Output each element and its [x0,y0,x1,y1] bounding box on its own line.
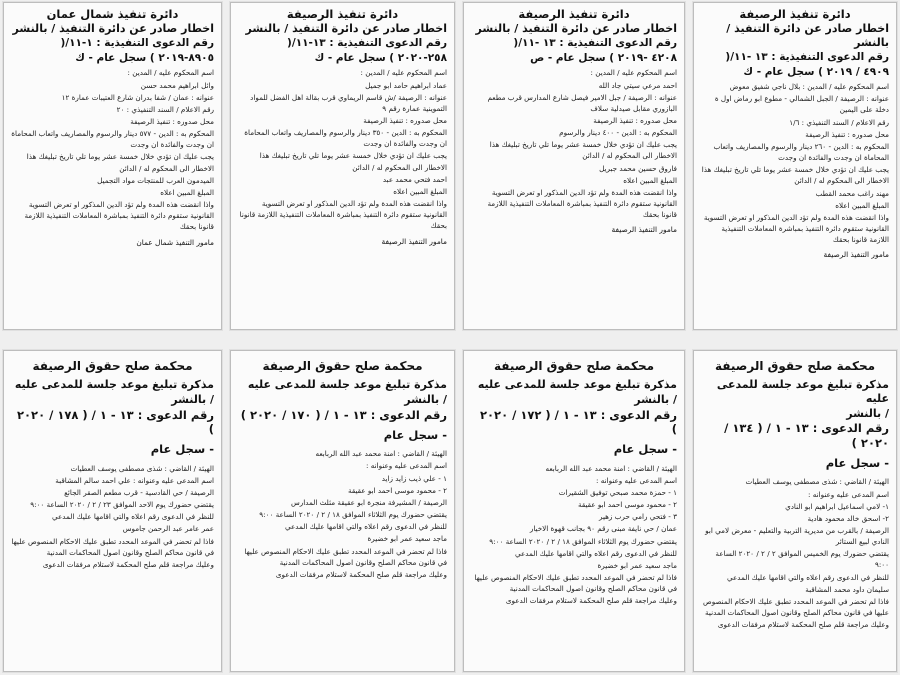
notice-paragraph: الميدمون العرب للمنتجات مواد التجميل [97,175,214,185]
notice-paragraph: وائل ابراهيم محمد حسن [140,80,214,90]
notice-paragraph: فاروق حسين محمد جبريل [599,163,677,173]
notice-paragraph: عنوانه : الرصيفة /ش قاسم الريماوي قرب بقالة اهل الفضل للمواد التموينية عمارة رقم ٩ [250,92,447,113]
court-notice-1 [693,350,897,672]
court-title: محكمة صلح حقوق الرصيفة [262,359,423,373]
notice-paragraph: ٣ - فتحي رامي حرب زهير [598,512,677,522]
notice-paragraph: المبلغ المبين اعلاه [160,187,214,197]
notice-paragraph: عنوانه : الرصيفة / الجبل الشمالي - مطوع ابو رماض اول ة دخلة على اليمين [714,94,889,115]
notice-paragraph: رقم الاعلام / السند التنفيذي : ١/٦ [789,117,889,127]
court-notice-3 [230,350,455,672]
notice-body [471,463,677,607]
notice-paragraph: وعليك مراجعة قلم صلح المحكمة لاستلام مرفقات الدعوى [505,596,677,606]
notice-paragraph: فاذا لم تحضر في الموعد المحدد تطبق عليك الاحكام المنصوص عليها في قانون محاكم الصلح وقانون اصول المحاكمات المدنية [474,573,677,594]
court-title: محكمة صلح حقوق الرصيفة [714,359,876,373]
court-title: محكمة صلح حقوق الرصيفة [493,359,655,373]
court-notice-2 [463,350,685,672]
notice-body [701,81,889,245]
notice-paragraph: عماد ابراهيم حامد ابو جميل [365,80,447,90]
notice-paragraph: المبلغ المبين اعلاه [393,186,447,196]
notice-paragraph: ماجد سعيد عمر ابو خضيرة [597,560,677,570]
notice-paragraph: عمان / حي نايفة مبنى رقم ٩٠ بجانب قهوة الاخيار [529,524,677,534]
officer-signature: مامور التنفيذ الرصيفة [611,225,677,235]
notice-paragraph: فاذا لم تحضر في الموعد المحدد تطبق عليك الاحكام المنصوص عليها في قانون محاكم الصلح وقانون اصول المحاكمات المدنية [244,546,447,567]
officer-signature: مامور التنفيذ الرصيفة [381,236,447,246]
notice-paragraph: اسم المحكوم عليه / المدين : بلال ناجي شفيق معوض [729,82,889,92]
notice-paragraph: يقتضي حضورك يوم الثلاثاء الموافق ١٨ / ٢ / ٢٠٢٠ الساعة ٩:٠٠ [489,536,677,546]
notice-paragraph: الهيئة / القاضي : شذى مصطفى يوسف العطيات [70,463,214,473]
notice-paragraph: اسم المدعى عليه وعنوانه : علي احمد سالم المشاقبة [55,475,214,485]
notice-paragraph: الرصيفة / حي القادسية - قرب مطعم الصقر الجائع [64,487,214,497]
court-subtitle: مذكرة تبليغ موعد جلسة للمدعى عليه [14,378,214,391]
notice-paragraph: يقتضي حضورك يوم الثلاثاء الموافق ١٨ / ٢ / ٢٠٢٠ الساعة ٩:٠٠ [259,510,447,520]
notice-paragraph: مهند راغب محمد القطب [815,188,889,198]
case-number: رقم الدعوى التنفيذية : ١٣-١١/( [287,37,447,50]
notice-paragraph: المبلغ المبين اعلاه [835,200,889,210]
notice-paragraph: عنوانه : الرصيفة / جبل الامير فيصل شارع المدارس قرب مطعم البازوري مقابل صيدلية سلاف [487,92,677,113]
notice-title: دائرة تنفيذ الرصيفة [518,7,630,21]
notice-paragraph: للنظر في الدعوى رقم اعلاه والتي اقامها عليك المدعي [514,548,677,558]
case-number-cont: ٨٩٠٥-٢٠١٩ ) سجل عام - ك [75,52,214,65]
notice-paragraph: وعليك مراجعة قلم صلح المحكمة لاستلام مرفقات الدعوى [717,620,889,630]
case-number: رقم الدعوى : ١٣ - ١ / ( ١٧٠ / ٢٠٢٠ ) [240,407,447,422]
notice-paragraph: يجب عليك ان تؤدي خلال خمسة عشر يوما تلي تاريخ تبليغك هذا الاخطار الى المحكوم له / الدائن [26,152,214,173]
notice-paragraph: يقتضي حضورك يوم الخميس الموافق ٢ / ٢ / ٢٠٢٠ الساعة ٩:٠٠ [715,549,889,570]
notice-paragraph: واذا انقضت هذه المدة ولم تؤد الدين المذكور او تعرض التسوية القانونية ستقوم دائرة التنفيذ بمباشرة المعاملات التنفيذية اللازمة قانونا بحقك [239,199,447,231]
notice-paragraph: احمد فتحي محمد عبد [382,174,447,184]
notice-paragraph: واذا انقضت هذه المدة ولم تؤد الدين المذكور او تعرض التسوية القانونية ستقوم دائرة التنفيذ بمباشرة المعاملات التنفيذية اللازمة قانونا بحقك [487,187,677,220]
notice-paragraph: المحكوم به : الدين - ٢٦٠ دينار والرسوم والمصاريف واتعاب المحاماة ان وجدت والفائدة ان وجدت [713,141,889,163]
notice-paragraph: الهيئة / القاضي : امنة محمد عبد الله الربابعه [315,449,447,459]
notice-paragraph: ١- لامي اسماعيل ابراهيم ابو النادي [785,501,889,511]
court-subtitle-cont: / بالنشر [404,392,447,406]
notice-body [701,476,889,630]
case-number-cont: - سجل عام [825,456,889,470]
notice-paragraph: المحكوم به : الدين - ٥٧٧ دينار والرسوم والمصاريف واتعاب المحاماة ان وجدت والفائدة ان وجدت [11,129,214,150]
officer-signature: مامور التنفيذ شمال عمان [136,237,214,247]
notice-paragraph: المبلغ المبين اعلاه [623,175,677,185]
court-subtitle: مذكرة تبليغ موعد جلسة للمدعى عليه [716,378,889,405]
case-number: رقم الدعوى : ١٣ - ١ / ( ١٣٤ / ٢٠٢٠ ) [724,421,889,450]
court-subtitle-cont: / بالنشر [634,392,677,406]
notice-paragraph: محل صدوره : تنفيذ الرصيفة [130,117,214,126]
notice-paragraph: المحكوم به : الدين - ٣٥٠ دينار والرسوم والمصاريف واتعاب المحاماة ان وجدت والفائدة ان وجدت [244,128,447,149]
case-number-cont: ٤٢٠٨ -٢٠١٩ ) سجل عام - ص [530,52,677,65]
notice-paragraph: الهيئة / القاضي : امنة محمد عبد الله الربابعه [545,463,677,473]
officer-signature: مامور التنفيذ الرصيفة [823,250,889,260]
notice-paragraph: عمر عامر عبد الرحمن جاموس [122,524,214,534]
notice-paragraph: للنظر في الدعوى رقم اعلاه والتي اقامها عليك المدعي [726,572,889,582]
court-notice-4 [3,350,222,672]
case-number: رقم الدعوى التنفيذية : ١٣ -١١/( [513,37,677,50]
notice-paragraph: الرصيفة / بالقرب من مديرية التربية والتعليم - معرض لامي ابو النادي لبيع الستائر [705,526,889,547]
notice-paragraph: الهيئة / القاضي : شذى مصطفى يوسف العطيات [745,477,889,487]
court-subtitle: مذكرة تبليغ موعد جلسة للمدعى عليه [247,378,447,391]
execution-notice-2 [463,2,685,330]
case-number: رقم الدعوى التنفيذية : ١٣ -١١/( [725,50,889,63]
notice-paragraph: ٢ - محمود موسى احمد ابو عقيقة [348,485,447,495]
notice-paragraph: الرصيفة / المشيرفة منجرة ابو عقيقة مثلث المدارس [290,497,447,507]
court-subtitle: مذكرة تبليغ موعد جلسة للمدعى عليه [477,378,677,391]
notice-paragraph: محل صدوره : تنفيذ الرصيفة [593,116,677,125]
notice-paragraph: اسم المدعى عليه وعنوانه : [366,461,447,471]
notice-body [471,67,677,220]
case-number-cont: - سجل عام [613,442,677,457]
notice-title: دائرة تنفيذ شمال عمان [46,7,179,21]
notice-paragraph: وعليك مراجعة قلم صلح المحكمة لاستلام مرفقات الدعوى [42,559,214,569]
notice-subtitle: اخطار صادر عن دائرة التنفيذ / بالنشر [726,22,889,50]
notice-paragraph: محل صدوره : تنفيذ الرصيفة [805,129,889,139]
notice-paragraph: يجب عليك ان تؤدي خلال خمسة عشر يوما تلي تاريخ تبليغك هذا الاخطار الى المحكوم له / الدائن [701,165,889,186]
notice-paragraph: ماجد سعيد عمر ابو خضيرة [367,534,447,544]
notice-paragraph: المحكوم به : الدين - ٤٠٠ دينار والرسوم [559,128,677,138]
notice-paragraph: اسم المحكوم عليه / المدين : [127,68,214,78]
notice-subtitle: اخطار صادر عن دائرة التنفيذ / بالنشر [12,22,214,36]
case-number-cont: - سجل عام [383,427,447,442]
execution-notice-1 [693,2,897,330]
case-number-cont: ٤٩٠٩ / ٢٠١٩ ) سجل عام - ك [743,66,889,78]
case-number: رقم الدعوى التنفيذية : ١-١١/( [60,37,214,50]
court-title: محكمة صلح حقوق الرصيفة [32,359,193,373]
notice-body [11,463,214,570]
notice-paragraph: وعليك مراجعة قلم صلح المحكمة لاستلام مرفقات الدعوى [275,569,447,579]
notice-paragraph: اسم المحكوم عليه / المدين : [590,68,677,78]
notice-paragraph: للنظر في الدعوى رقم اعلاه والتي اقامها عليك المدعي [284,522,447,532]
court-subtitle-cont: / بالنشر [846,406,889,420]
notice-paragraph: واذا انقضت هذه المدة ولم تؤد الدين المذكور او تعرض التسوية القانونية ستقوم دائرة التنفيذ بمباشرة المعاملات التنفيذية اللازمة قانونا بحقك [24,200,214,232]
execution-notice-3 [230,2,455,330]
notice-paragraph: اسم المدعى عليه وعنوانه : [596,475,677,485]
notice-paragraph: ٢ - محمود موسى احمد ابو عقيقة [578,500,677,510]
notice-paragraph: احمد مرعي سيتي جاد الله [598,80,677,90]
notice-subtitle: اخطار صادر عن دائرة التنفيذ / بالنشر [475,22,677,36]
execution-notice-4 [3,2,222,330]
case-number: رقم الدعوى : ١٣ - ١ / ( ١٧٢ / ٢٠٢٠ ) [480,407,677,436]
notice-subtitle: اخطار صادر عن دائرة التنفيذ / بالنشر [245,22,447,36]
notice-paragraph: واذا انقضت هذه المدة ولم تؤد الدين المذكور او تعرض التسوية القانونية ستقوم دائرة التنفيذ بمباشرة المعاملات التنفيذية اللازمة قانونا بحقك [703,212,889,245]
notice-paragraph: يقتضي حضورك يوم الاحد الموافق ٢٣ / ٢ / ٢٠٢٠ الساعة ٩:٠٠ [30,500,214,510]
notice-body [238,67,447,231]
notice-paragraph: يجب عليك ان تؤدي خلال خمسة عشر يوما تلي تاريخ تبليغك هذا الاخطار الى المحكوم له / الدائن [489,140,677,161]
notice-title: دائرة تنفيذ الرصيفة [739,7,851,21]
notice-paragraph: فاذا لم تحضر في الموعد المحدد تطبق عليك الاحكام المنصوص عليها في قانون محاكم الصلح وقانون اصول المحاكمات المدنية [11,536,214,557]
notice-paragraph: رقم الاعلام / السند التنفيذي : ٢٠ [116,104,214,114]
notice-paragraph: يجب عليك ان تؤدي خلال خمسة عشر يوما تلي تاريخ تبليغك هذا الاخطار الى المحكوم له / الدائن [259,151,447,172]
case-number-cont: ٢٥٨-٢٠٢٠ ) سجل عام - ك [314,52,447,65]
case-number-cont: - سجل عام [150,442,214,457]
court-subtitle-cont: / بالنشر [171,392,214,406]
notice-body [238,448,447,580]
notice-paragraph: سليمان داود محمد المشاقبة [805,584,889,594]
notice-title: دائرة تنفيذ الرصيفة [286,7,399,21]
notice-paragraph: اسم المدعى عليه وعنوانه : [808,489,889,499]
notice-paragraph: ٢- اسحق خالد محمود هادية [807,513,889,523]
case-number: رقم الدعوى : ١٣ - ١ / ( ١٧٨ / ٢٠٢٠ ) [17,407,214,436]
notice-paragraph: فاذا لم تحضر في الموعد المحدد تطبق عليك الاحكام المنصوص عليها في قانون محاكم الصلح وقانون اصول المحاكمات المدنية [703,596,889,618]
notice-paragraph: اسم المحكوم عليه / المدين : [360,68,447,78]
notice-paragraph: ١ - حمزة محمد صبحي توفيق الشقيرات [558,487,677,497]
notice-paragraph: عنوانه : عمان / شفا بدران شارع العتيبات عمارة ١٢ [61,92,214,102]
notice-paragraph: للنظر في الدعوى رقم اعلاه والتي اقامها عليك المدعي [51,512,214,522]
notice-paragraph: محل صدوره : تنفيذ الرصيفة [363,116,447,125]
notice-body [11,67,214,232]
notice-paragraph: ١ - علي ذيب زايد زايد [381,473,447,483]
